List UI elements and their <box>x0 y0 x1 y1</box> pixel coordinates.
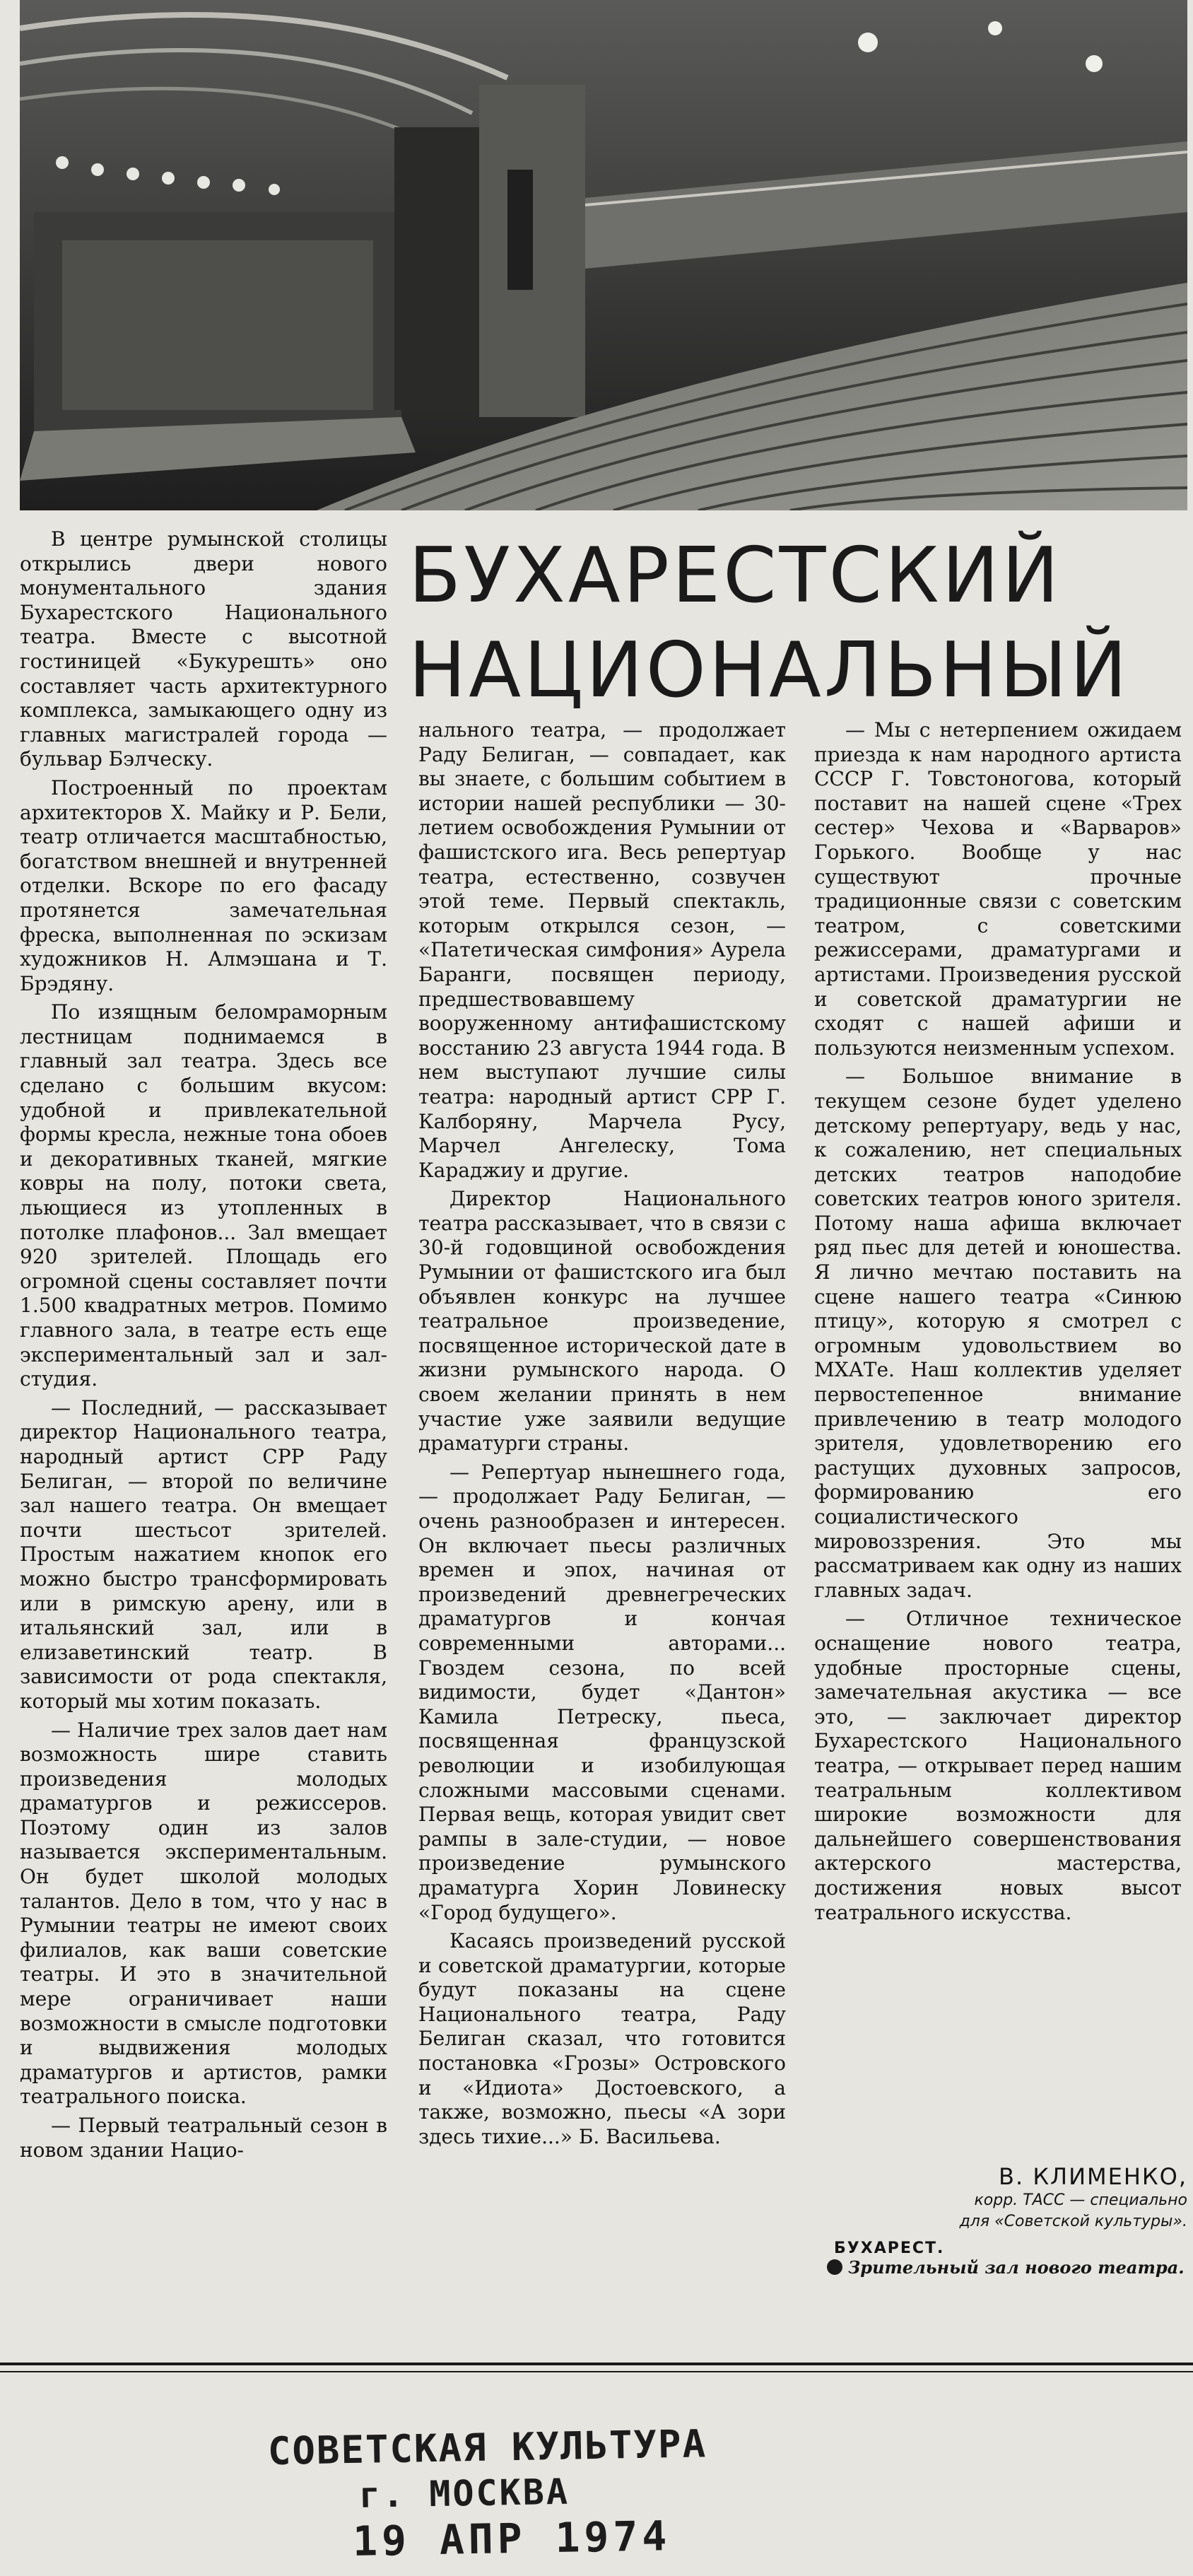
photo-caption <box>827 2256 1187 2279</box>
paragraph: — Репертуар нынешнего года, — продолжает Раду Белиган, — очень разнообразен и интересен. Он включает пьесы различных времен и эпох, начиная от произведений древнегреческих драматургов и кончая современными авторами... Гвоздем сезона, по всей видимости, будет «Дантон» Камила Петреску, пьеса, посвященная французской революции и изобилующая сложными массовыми сценами. Первая вещь, которая увидит свет рампы в зале-студии, — новое произведение румынского драматурга Хорин Ловинеску «Город будущего». <box>418 1460 786 1924</box>
paragraph: нального театра, — продолжает Раду Белиган, — совпадает, как вы знаете, с большим событием в истории нашей республики — 30-летием освобождения Румынии от фашистского ига. Весь репертуар театра, естественно, созвучен этой теме. Первый спектакль, которым открылся сезон, — «Патетическая симфония» Аурела Баранги, посвящен периоду, предшествовавшему вооруженному антифашистскому восстанию 23 августа 1944 года. В нем выступают лучшие силы театра: народный артист СРР Г. Калборяну, Марчела Русу, Марчел Ангелеску, Тома Караджиу и другие. <box>418 718 786 1182</box>
paragraph: Директор Национального театра рассказывает, что в связи с 30-й годовщиной освобождения Румынии от фашистского ига был объявлен конкурс на лучшее театральное произведение, посвященное исторической дате в жизни румынского народа. О своем желании принять в нем участие уже заявили ведущие драматурги страны. <box>418 1187 786 1456</box>
article-headline <box>409 529 1186 718</box>
divider <box>0 2371 1193 2372</box>
dateline-city: БУХАРЕСТ. <box>834 2240 945 2257</box>
article-column-1 <box>20 527 387 2167</box>
paragraph: — Отличное техническое оснащение нового театра, удобные просторные сцены, замечательная акустика — все это, — заключает директор Бухарестского Национального театра, — открывает перед нашим театральным коллективом широкие возможности для дальнейшего совершенствования актерского мастерства, достижения новых высот театрального искусства. <box>814 1607 1182 1924</box>
paragraph: Построенный по проектам архитекторов Х. Майку и Р. Бели, театр отличается масштабностью, богатством внешней и внутренней отделки. Вскоре по его фасаду протянется замечательная фреска, выполненная по эскизам художников Н. Алмэшана и Т. Брэдяну. <box>20 775 387 995</box>
paragraph: Касаясь произведений русской и советской драматургии, которые будут показаны на сцене Национального театра, Раду Белиган сказал, что готовится постановка «Грозы» Островского и «Идиота» Достоевского, а также, возможно, пьесы «А зори здесь тихие...» Б. Васильева. <box>418 1929 786 2148</box>
article-column-3 <box>814 718 1182 1929</box>
author-role-line-2: для «Советской культуры». <box>959 2213 1187 2230</box>
source-stamp <box>267 2420 764 2567</box>
paragraph: — Наличие трех залов дает нам возможность шире ставить произведения молодых драматургов и режиссеров. Поэтому один из залов называется экспериментальным. Он будет школой молодых талантов. Дело в том, что у нас в Румынии театры не имеют своих филиалов, как ваши советские театры. И это в значительной мере ограничивает наши возможности в смысле подготовки и выдвижения молодых драматургов и артистов, рамки театрального поиска. <box>20 1718 387 2109</box>
paragraph: — Мы с нетерпением ожидаем приезда к нам народного артиста СССР Г. Товстоногова, который поставит на нашей сцене «Трех сестер» Чехова и «Варваров» Горького. Вообще у нас существуют прочные традиционные связи с советским театром, с советскими режиссерами, драматургами и артистами. Произведения русской и советской драматургии не сходят с нашей афиши и пользуются неизменным успехом. <box>814 718 1182 1060</box>
divider <box>0 2363 1193 2365</box>
headline-line-1: БУХАРЕСТСКИЙ <box>409 532 1062 620</box>
headline-line-2: НАЦИОНАЛЬНЫЙ <box>409 626 1130 715</box>
paragraph: По изящным беломраморным лестницам поднимаемся в главный зал театра. Здесь все сделано с большим вкусом: удобной и привлекательной формы кресла, нежные тона обоев и декоративных тканей, мягкие ковры на полу, потоки света, льющиеся из утопленных в потолке плафонов... Зал вмещает 920 зрителей. Площадь его огромной сцены составляет почти 1.500 квадратных метров. Помимо главного зала, в театре есть еще экспериментальный зал и зал-студия. <box>20 1000 387 1391</box>
author-name: В. КЛИМЕНКО, <box>999 2163 1187 2190</box>
paragraph: — Первый театральный сезон в новом здании Нацио- <box>20 2114 387 2162</box>
stamp-date: 19 АПР 1974 <box>352 2512 671 2566</box>
paragraph: — Последний, — рассказывает директор Национального театра, народный артист СРР Раду Белиган, — второй по величине зал нашего театра. Он вмещает почти шестьсот зрителей. Простым нажатием кнопок его можно быстро трансформировать или в римскую арену, или в итальянский зал, или в елизаветинский театр. В зависимости от рода спектакля, который мы хотим показать. <box>20 1395 387 1713</box>
author-signature <box>820 2163 1187 2257</box>
author-role-line-1: корр. ТАСС — специально <box>974 2191 1187 2209</box>
bullet-icon <box>827 2259 842 2275</box>
caption-text: Зрительный зал нового театра. <box>848 2257 1185 2278</box>
article-column-2 <box>418 718 786 2153</box>
paragraph: В центре румынской столицы открылись двери нового монументального здания Бухарестского Национального театра. Вместе с высотной гостиницей «Букурешть» оно составляет часть архитектурного комплекса, замыкающего одну из главных магистралей города — бульвар Бэлческу. <box>20 527 387 771</box>
stamp-newspaper: СОВЕТСКАЯ КУЛЬТУРА <box>267 2421 707 2474</box>
theatre-hall-photo <box>20 0 1187 510</box>
paragraph: — Большое внимание в текущем сезоне будет уделено детскому репертуару, ведь у нас, к сожалению, нет специальных детских театров наподобие советских театров юного зрителя. Потому наша афиша включает ряд пьес для детей и юношества. Я лично мечтаю поставить на сцене нашего театра «Синюю птицу», которую я смотрел с огромным удовольствием во МХАТе. Наш коллектив уделяет первостепенное внимание привлечению в театр молодого зрителя, удовлетворению его растущих духовных запросов, формированию его социалистического мировоззрения. Это мы рассматриваем как одну из наших главных задач. <box>814 1065 1182 1602</box>
stamp-city: г. МОСКВА <box>358 2471 570 2516</box>
